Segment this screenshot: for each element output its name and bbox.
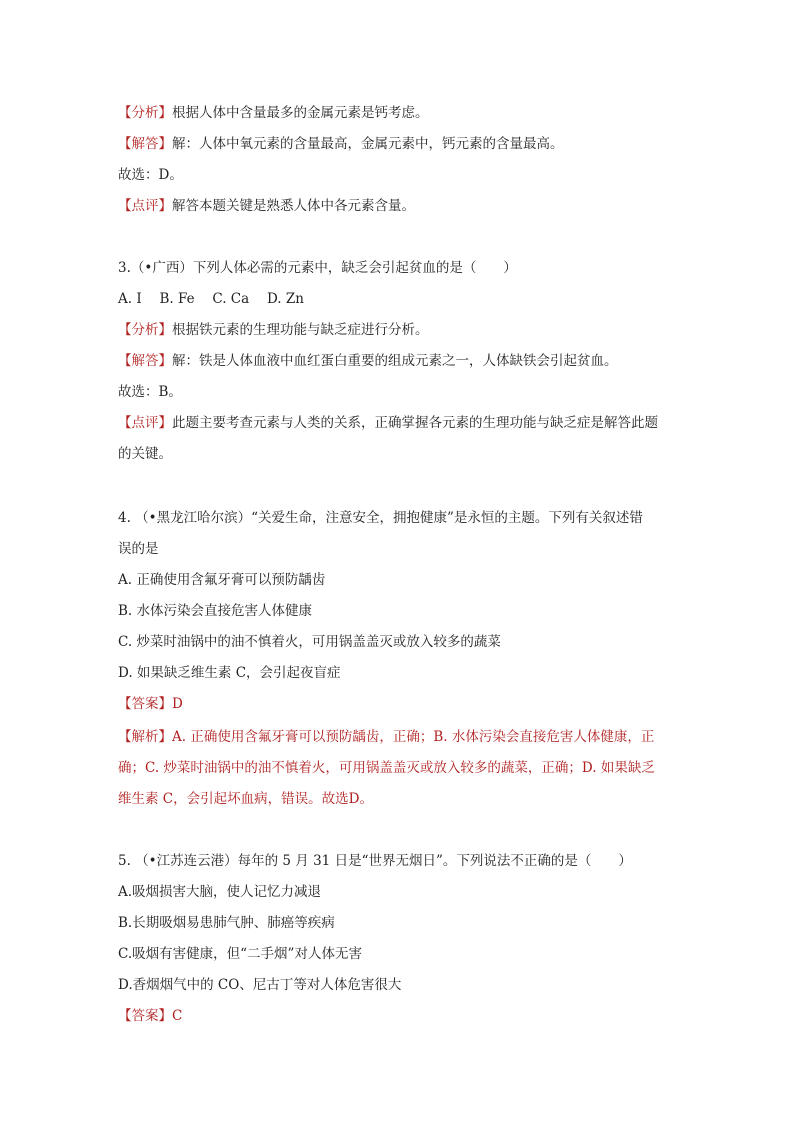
q4-option-d: D. 如果缺乏维生素 C，会引起夜盲症 [118,665,341,681]
analysis-text: 根据人体中含量最多的金属元素是钙考虑。 [172,105,429,121]
q2-choice: 故选：D。 [118,167,183,183]
solution-text: 解：人体中氧元素的含量最高，金属元素中，钙元素的含量最高。 [172,136,564,152]
q4-option-a: A. 正确使用含氟牙膏可以预防龋齿 [118,572,326,588]
analysis-tag: 【分析】 [118,322,172,338]
q3-analysis [118,320,429,340]
q4-answer [118,694,183,714]
q3-choice: 故选：B。 [118,384,182,400]
answer-value: C [172,1008,183,1024]
q5-answer [118,1006,182,1026]
q2-analysis [118,103,429,123]
q3-stem: 3.（•广西）下列人体必需的元素中，缺乏会引起贫血的是（ ） [118,260,517,276]
q5-option-b: B.长期吸烟易患肺气肿、肺癌等疾病 [118,915,335,931]
comment-tag: 【点评】 [118,198,172,214]
q3-comment-cont: 的关键。 [118,446,172,462]
analysis-text: 根据铁元素的生理功能与缺乏症进行分析。 [172,322,429,338]
q2-comment [118,196,415,216]
q3-comment [118,413,658,433]
explanation-text: A. 正确使用含氟牙膏可以预防龋齿，正确；B. 水体污染会直接危害人体健康，正 [172,729,655,745]
q2-solution [118,134,564,154]
analysis-tag: 【分析】 [118,105,172,121]
q4-stem-cont: 误的是 [118,541,159,557]
q5-stem: 5. （•江苏连云港）每年的 5 月 31 日是“世界无烟日”。下列说法不正确的是（ ） [118,853,632,869]
q5-option-a: A.吸烟损害大脑，使人记忆力减退 [118,884,322,900]
answer-tag: 【答案】 [118,1008,172,1024]
solution-text: 解：铁是人体血液中血红蛋白重要的组成元素之一，人体缺铁会引起贫血。 [172,353,618,369]
q4-explanation [118,727,654,747]
answer-value: D [172,696,183,712]
q5-option-c: C.吸烟有害健康，但“二手烟”对人体无害 [118,946,362,962]
solution-tag: 【解答】 [118,136,172,152]
q4-option-b: B. 水体污染会直接危害人体健康 [118,603,313,619]
q4-option-c: C. 炒菜时油锅中的油不慎着火，可用锅盖盖灭或放入较多的蔬菜 [118,634,501,650]
q5-option-d: D.香烟烟气中的 CO、尼古丁等对人体危害很大 [118,977,402,993]
solution-tag: 【解答】 [118,353,172,369]
answer-tag: 【答案】 [118,696,172,712]
q4-stem: 4. （•黑龙江哈尔滨）“关爱生命，注意安全，拥抱健康”是永恒的主题。下列有关叙述错 [118,510,643,526]
q4-explanation-cont-2: 维生素 C，会引起坏血病，错误。故选D。 [118,791,373,807]
q4-explanation-cont-1: 确；C. 炒菜时油锅中的油不慎着火，可用锅盖盖灭或放入较多的蔬菜，正确；D. 如果缺乏 [118,760,655,776]
comment-text: 解答本题关键是熟悉人体中各元素含量。 [172,198,415,214]
comment-tag: 【点评】 [118,415,172,431]
q3-options: A. I B. Fe C. Ca D. Zn [118,291,304,307]
comment-text: 此题主要考查元素与人类的关系，正确掌握各元素的生理功能与缺乏症是解答此题 [172,415,658,431]
explanation-tag: 【解析】 [118,729,172,745]
q3-solution [118,351,618,371]
